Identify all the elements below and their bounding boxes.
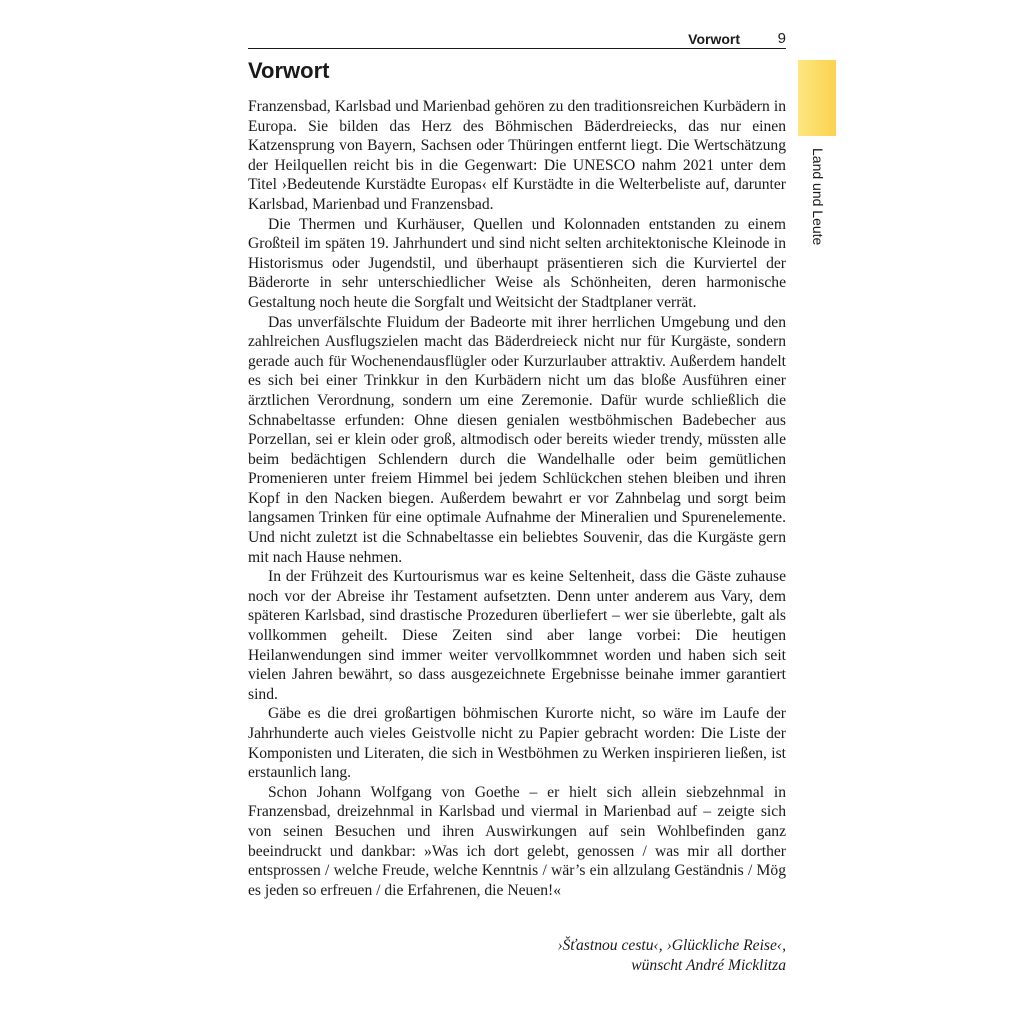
signature [557, 936, 786, 975]
running-title: Vorwort [688, 31, 740, 47]
paragraph-4: In der Frühzeit des Kurtourismus war es keine Seltenheit, dass die Gäste zuhause noch vor der Abreise ihr Testament aufsetzten. Denn unter anderem aus Vary, dem späteren Karlsbad, sind drastische Prozeduren überliefert – wer sie überlebte, galt als vollkommen geheilt. Diese Zeiten sind aber lange vorbei: Die heutigen Heilanwendungen sind immer weiter vervollkommnet worden und haben sich seit vielen Jahren bewährt, so dass ausgezeichnete Ergebnisse beinahe immer garantiert sind. [248, 568, 786, 703]
paragraph-5: Gäbe es die drei großartigen böhmischen Kurorte nicht, so wäre im Laufe der Jahrhunderte auch vieles Geistvolle nicht zu Papier gebracht worden: Die Liste der Komponisten und Literaten, die sich in Westböhmen zu Werken inspirieren ließen, ist erstaunlich lang. [248, 705, 786, 782]
page-title: Vorwort [248, 58, 330, 83]
running-header [248, 30, 786, 49]
page-number: 9 [777, 30, 786, 47]
section-tab-marker [798, 60, 836, 136]
body-text [248, 97, 786, 900]
signature-author: wünscht André Micklitza [631, 956, 786, 974]
paragraph-2: Die Thermen und Kurhäuser, Quellen und Kolonnaden entstanden zu einem Großteil im späten 19. Jahrhundert und sind nicht selten architektonische Kleinode in Historismus oder Jugendstil, und überhaupt präsentieren sich die Kurviertel der Bäderorte in sehr unterschiedlicher Weise als Schönheiten, deren harmonische Gestaltung noch heute die Sorgfalt und Weitsicht der Stadtplaner verrät. [248, 215, 786, 311]
paragraph-1: Franzensbad, Karlsbad und Marienbad gehören zu den traditionsreichen Kurbädern in Europa. Sie bilden das Herz des Böhmischen Bäderdreiecks, das nur einen Katzensprung von Bayern, Sachsen oder Thüringen entfernt liegt. Die Wertschätzung der Heilquellen reicht bis in die Gegenwart: Die UNESCO nahm 2021 unter dem Titel ›Bedeutende Kurstädte Europas‹ elf Kurstädte in die Welterbeliste auf, darunter Karlsbad, Marienbad und Franzensbad. [248, 98, 786, 213]
paragraph-6: Schon Johann Wolfgang von Goethe – er hielt sich allein siebzehnmal in Franzensbad, dreizehnmal in Karlsbad und viermal in Marienbad auf – zeigte sich von seinen Besuchen und ihren Auswirkungen auf sein Wohlbefinden ganz beeindruckt und dankbar: »Was ich dort gelebt, genossen / was mir all dorther entsprossen / welche Freude, welche Kenntnis / wär’s ein allzulang Geständnis / Mög es jeden so erfreuen / die Erfahrenen, die Neuen!« [248, 783, 786, 899]
paragraph-3: Das unverfälschte Fluidum der Badeorte mit ihrer herrlichen Umgebung und den zahlreichen Ausflugszielen macht das Bäderdreieck nicht nur für Kurgäste, sondern gerade auch für Wochenendausflügler oder Kurzurlauber attraktiv. Außerdem handelt es sich bei einer Trinkkur in den Kurbädern nicht um das bloße Ausführen einer ärztlichen Verordnung, sondern um eine Zeremonie. Dafür wurde schließlich die Schnabeltasse erfunden: Ohne diesen genialen westböhmischen Badebecher aus Porzellan, sei er klein oder groß, altmodisch oder bereits wieder trendy, müssten alle beim bedächtigen Schlendern durch die Wandelhalle oder beim gemütlichen Promenieren unter freiem Himmel bei jedem Schlückchen stehen bleiben und ihren Kopf in den Nacken biegen. Außerdem bewahrt er vor Zahnbelag und sorgt beim langsamen Trinken für eine optimale Aufnahme der Mineralien und Spurenelemente. Und nicht zuletzt ist die Schnabeltasse ein beliebtes Souvenir, das die Kurgäste gern mit nach Hause nehmen. [248, 313, 786, 566]
signature-greeting: ›Šťastnou cestu‹, ›Glückliche Reise‹, [557, 937, 786, 954]
section-tab-label: Land und Leute [810, 148, 826, 246]
